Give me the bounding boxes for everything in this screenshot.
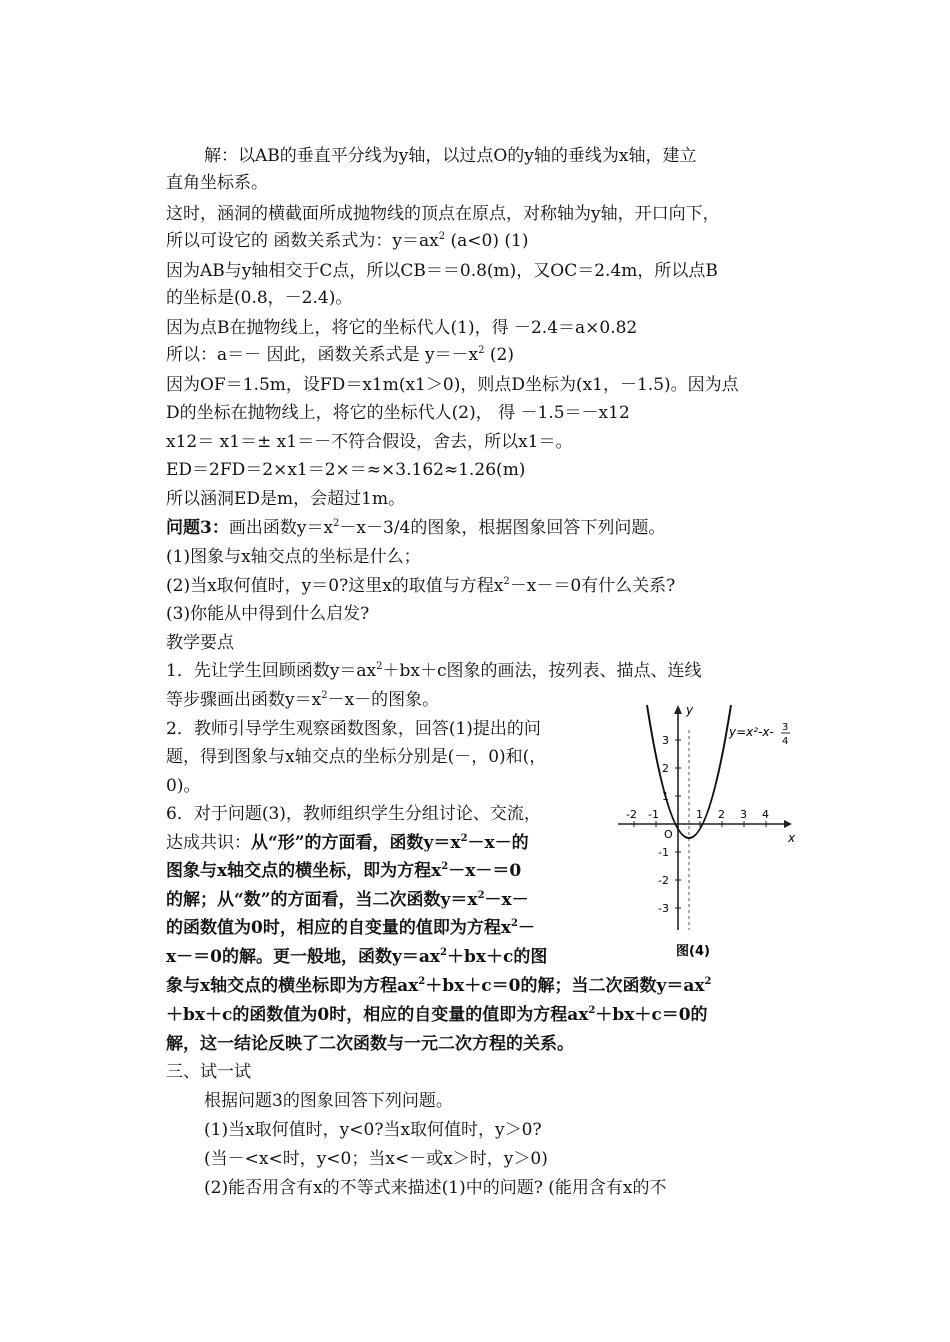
question-heading: 问题3：画出函数$y=x^2-x-3/4$的图象，根据图象回答下列问题。	[166, 518, 666, 538]
x-tick-label: 4	[762, 808, 769, 821]
section-heading: 教学要点	[166, 633, 234, 653]
y-axis-label: y	[686, 703, 694, 717]
parabola-figure	[612, 700, 802, 962]
figure-caption: 图(4)	[676, 944, 710, 959]
text-line: 1．先让学生回顾函数$y=ax^2+bx+c$图象的画法，按列表、描点、连线	[166, 661, 702, 681]
text-line: 所以可设它的 函数关系式为：$y=ax^2$ (a<0) (1)	[166, 231, 529, 251]
y-tick-label: -1	[658, 846, 669, 859]
text-line: x12＝ x1＝± x1＝－不符合假设，舍去，所以x1＝。	[166, 432, 573, 452]
text-line: 所以涵洞ED是m，会超过1m。	[166, 489, 406, 509]
x-tick-label: 3	[740, 808, 747, 821]
text-line: 的解；从“数”的方面看，当二次函数$y=x^2-x-$	[166, 890, 529, 910]
text-line: 图象与x轴交点的横坐标，即为方程$x^2-x-=0$	[166, 861, 522, 881]
text-line: 0)。	[166, 776, 201, 796]
y-tick-label: -3	[658, 902, 669, 915]
x-tick-label: -2	[626, 808, 637, 821]
text-line: (当－<x<时，y<0；当x<－或x＞时，y＞0)	[204, 1149, 548, 1169]
text-line: 等步骤画出函数$y=x^2-x-$的图象。	[166, 690, 440, 710]
formula-numerator: 3	[782, 722, 789, 733]
text-line: 因为AB与y轴相交于C点，所以CB＝＝0.8(m)，又OC＝2.4m，所以点B	[166, 261, 718, 281]
text-line: 所以：a＝－ 因此，函数关系式是 $y=-x^2$ (2)	[166, 345, 514, 365]
text-line: 因为点B在抛物线上，将它的坐标代人(1)，得 －2.4＝a×0.82	[166, 318, 638, 338]
section-heading: 三、试一试	[166, 1062, 251, 1082]
text-line: (3)你能从中得到什么启发?	[166, 604, 370, 624]
formula-label: y=x²-x-	[729, 725, 774, 739]
text-line: (1)当x取何值时，y<0?当x取何值时，y＞0?	[204, 1120, 542, 1140]
text-line: 6．对于问题(3)，教师组织学生分组讨论、交流，	[166, 804, 541, 824]
x-axis-label: x	[788, 831, 796, 845]
parabola-graph	[612, 700, 802, 962]
text-line: 根据问题3的图象回答下列问题。	[204, 1091, 453, 1111]
text-line: D的坐标在抛物线上，将它的坐标代人(2)， 得 －1.5＝－x12	[166, 403, 630, 423]
text-line: (2)当x取何值时，y＝0?这里x的取值与方程$x^2-x-=0$有什么关系?	[166, 576, 676, 596]
y-tick-label: 3	[662, 734, 669, 747]
x-tick-label: -1	[648, 808, 659, 821]
text-line: (1)图象与x轴交点的坐标是什么；	[166, 547, 421, 567]
text-line: 的函数值为0时，相应的自变量的值即为方程$x^2-$	[166, 918, 535, 938]
origin-label: O	[664, 828, 673, 841]
text-line: 直角坐标系。	[166, 173, 268, 193]
text-line: 因为OF＝1.5m，设FD＝x1m(x1＞0)，则点D坐标为(x1，－1.5)。因为点	[166, 375, 739, 395]
y-axis-arrow	[674, 705, 682, 714]
text-line: x－＝0的解。更一般地，函数$y=ax^2+bx+c$的图	[166, 947, 548, 967]
formula-denominator: 4	[782, 736, 789, 747]
text-line: 这时，涵洞的横截面所成抛物线的顶点在原点，对称轴为y轴，开口向下，	[166, 204, 720, 224]
y-tick-label: -2	[658, 874, 669, 887]
text-line: ED＝2FD＝2×x1＝2×＝≈×3.162≈1.26(m)	[166, 460, 526, 480]
x-axis-arrow	[784, 820, 792, 828]
text-line: (2)能否用含有x的不等式来描述(1)中的问题? (能用含有x的不	[204, 1178, 667, 1198]
y-tick-label: 2	[662, 762, 669, 775]
text-line: 2．教师引导学生观察函数图象，回答(1)提出的问	[166, 719, 541, 739]
text-line: 解，这一结论反映了二次函数与一元二次方程的关系。	[166, 1034, 574, 1054]
text-line: 题，得到图象与x轴交点的坐标分别是(－，0)和(，	[166, 747, 547, 767]
text-line: 解：以AB的垂直平分线为y轴，以过点O的y轴的垂线为x轴，建立	[204, 146, 697, 166]
x-tick-label: 2	[718, 808, 725, 821]
x-tick-label: 1	[696, 808, 703, 821]
text-line: 达成共识：从“形”的方面看，函数$y=x^2-x-$的	[166, 833, 529, 853]
text-line: ＋bx＋c的函数值为0时，相应的自变量的值即为方程$ax^2+bx+c=0$的	[166, 1005, 708, 1025]
y-tick-label: 1	[662, 790, 669, 803]
text-line: 象与x轴交点的横坐标即为方程$ax^2+bx+c=0$的解；当二次函数$y=ax^2$	[166, 976, 712, 996]
text-line: 的坐标是(0.8，－2.4)。	[166, 288, 353, 308]
